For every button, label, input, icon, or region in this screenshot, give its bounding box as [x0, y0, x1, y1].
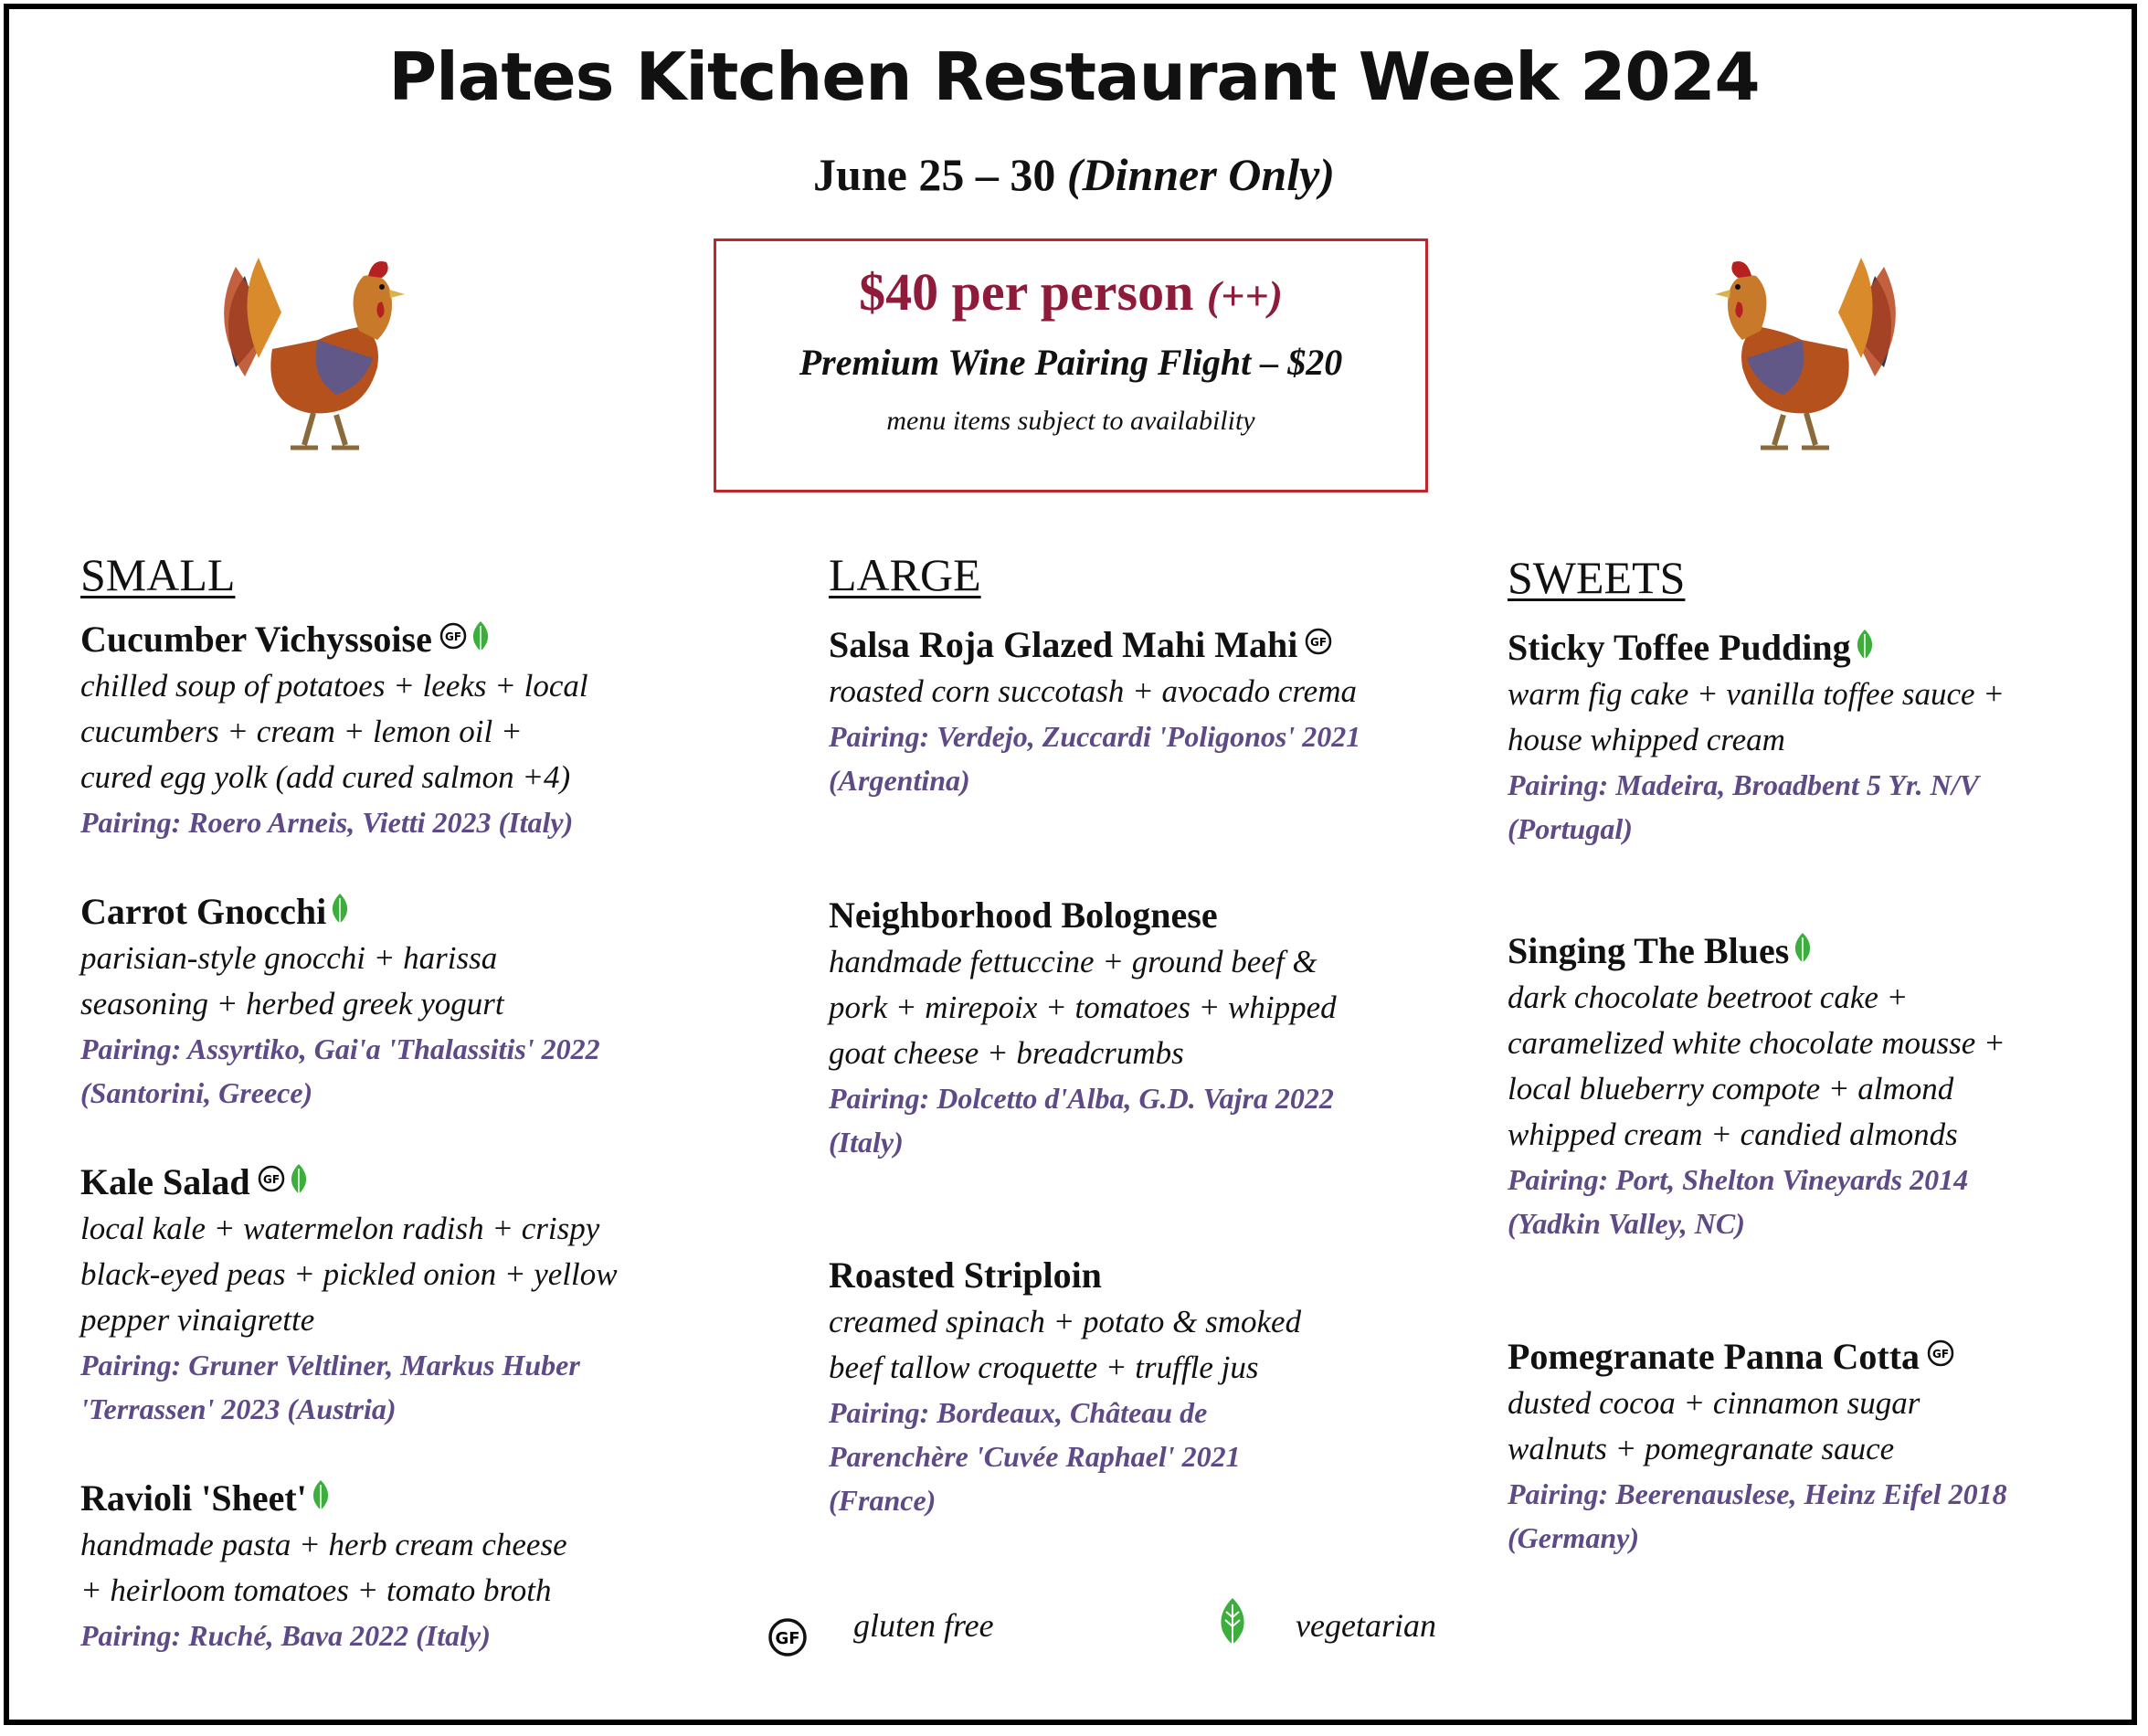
svg-text:GF: GF	[1310, 636, 1328, 649]
item-name-text: Pomegranate Panna Cotta	[1508, 1336, 1921, 1377]
item-description	[829, 939, 1468, 1076]
pairing-line: Pairing: Beerenauslese, Heinz Eifel 2018	[1508, 1477, 2007, 1510]
legend-gluten-free-icon	[767, 1617, 808, 1657]
item-description	[80, 1206, 720, 1343]
item-name-text: Kale Salad	[80, 1161, 250, 1202]
wine-flight: Premium Wine Pairing Flight – $20	[799, 342, 1343, 383]
desc-line: dark chocolate beetroot cake +	[1508, 979, 1909, 1015]
desc-line: beef tallow croquette + truffle jus	[829, 1350, 1259, 1385]
wine-pairing	[829, 1391, 1468, 1522]
pairing-line: 'Terrassen' 2023 (Austria)	[80, 1392, 397, 1425]
vegetarian-leaf-icon	[330, 893, 350, 924]
wine-pairing	[80, 800, 720, 844]
menu-item	[80, 888, 720, 1115]
item-name-text: Singing The Blues	[1508, 930, 1790, 971]
small-column	[80, 548, 720, 1701]
legend-vegetarian-label: vegetarian	[1296, 1607, 1436, 1644]
gluten-free-icon	[439, 622, 467, 650]
item-name	[829, 621, 1468, 669]
desc-line: roasted corn succotash + avocado crema	[829, 673, 1357, 709]
desc-line: cured egg yolk (add cured salmon +4)	[80, 759, 571, 795]
pairing-line: Pairing: Gruner Veltliner, Markus Huber	[80, 1349, 580, 1381]
menu-item	[80, 1475, 720, 1657]
item-name-text: Neighborhood Bolognese	[829, 894, 1218, 936]
svg-text:GF: GF	[775, 1629, 800, 1648]
item-name-text: Ravioli 'Sheet'	[80, 1477, 307, 1519]
item-name	[829, 892, 1468, 939]
item-name	[1508, 1333, 2147, 1381]
rooster-illustration-left	[208, 239, 418, 459]
desc-line: chilled soup of potatoes + leeks + local	[80, 668, 588, 704]
wine-pairing	[80, 1343, 720, 1431]
item-name	[1508, 624, 2147, 672]
vegetarian-leaf-icon	[1855, 629, 1875, 660]
item-description	[80, 1522, 720, 1614]
price-line	[716, 261, 1425, 323]
item-description	[80, 663, 720, 800]
pairing-line: Pairing: Verdejo, Zuccardi 'Poligonos' 2021	[829, 720, 1361, 753]
menu-item	[829, 621, 1468, 802]
desc-line: handmade fettuccine + ground beef &	[829, 944, 1317, 979]
pairing-line: (Germany)	[1508, 1521, 1639, 1554]
pairing-line: (Santorini, Greece)	[80, 1076, 313, 1109]
item-name-text: Cucumber Vichyssoise	[80, 619, 432, 660]
wine-pairing	[1508, 1472, 2147, 1560]
dinner-only-note: (Dinner Only)	[1066, 149, 1335, 200]
item-description	[1508, 1381, 2147, 1472]
desc-line: cucumbers + cream + lemon oil +	[80, 714, 523, 749]
page-title: Plates Kitchen Restaurant Week 2024	[388, 38, 1760, 115]
desc-line: house whipped cream	[1508, 722, 1785, 757]
pairing-line: Pairing: Port, Shelton Vineyards 2014	[1508, 1163, 1969, 1196]
menu-item	[80, 616, 720, 844]
rooster-illustration-right	[1701, 239, 1911, 459]
gluten-free-icon	[1927, 1339, 1954, 1367]
desc-line: warm fig cake + vanilla toffee sauce +	[1508, 676, 2005, 712]
item-name-text: Carrot Gnocchi	[80, 891, 327, 932]
item-name-text: Roasted Striploin	[829, 1254, 1102, 1296]
desc-line: dusted cocoa + cinnamon sugar	[1508, 1385, 1921, 1421]
item-description	[80, 936, 720, 1027]
large-column	[829, 548, 1468, 1566]
item-name	[80, 1475, 720, 1522]
menu-item	[1508, 927, 2147, 1245]
desc-line: local kale + watermelon radish + crispy	[80, 1211, 600, 1246]
pairing-line: Pairing: Madeira, Broadbent 5 Yr. N/V	[1508, 768, 1979, 801]
section-heading-large: LARGE	[829, 549, 981, 600]
svg-text:GF: GF	[1932, 1348, 1950, 1360]
item-name	[80, 616, 720, 663]
vegetarian-leaf-icon	[311, 1479, 331, 1510]
price-box	[714, 238, 1428, 492]
wine-pairing	[1508, 1158, 2147, 1245]
svg-text:GF: GF	[262, 1173, 280, 1186]
wine-pairing	[829, 1076, 1468, 1164]
svg-text:GF: GF	[444, 630, 461, 643]
item-name	[1508, 927, 2147, 975]
vegetarian-leaf-icon	[471, 620, 491, 651]
item-description	[1508, 672, 2147, 763]
gluten-free-icon	[1305, 628, 1332, 655]
gluten-free-icon	[258, 1165, 285, 1192]
item-description	[829, 669, 1468, 715]
desc-line: creamed spinach + potato & smoked	[829, 1304, 1302, 1339]
event-dates	[0, 148, 2148, 201]
item-name-text: Sticky Toffee Pudding	[1508, 627, 1851, 668]
desc-line: whipped cream + candied almonds	[1508, 1117, 1958, 1152]
menu-item	[1508, 1333, 2147, 1560]
pairing-line: Pairing: Ruché, Bava 2022 (Italy)	[80, 1619, 491, 1652]
desc-line: goat cheese + breadcrumbs	[829, 1035, 1184, 1071]
pairing-line: (Argentina)	[829, 764, 970, 797]
desc-line: seasoning + herbed greek yogurt	[80, 986, 504, 1021]
item-description	[1508, 975, 2147, 1158]
price-suffix: (++)	[1206, 272, 1283, 319]
date-range: June 25 – 30	[813, 149, 1056, 200]
vegetarian-leaf-icon	[289, 1163, 309, 1194]
item-name	[829, 1252, 1468, 1299]
wine-pairing	[80, 1027, 720, 1115]
pairing-line: (Portugal)	[1508, 812, 1633, 845]
sweets-column	[1508, 551, 2147, 1604]
legend-vegetarian-leaf-icon	[1217, 1597, 1248, 1645]
desc-line: + heirloom tomatoes + tomato broth	[80, 1572, 552, 1608]
pairing-line: Pairing: Assyrtiko, Gai'a 'Thalassitis' 2022	[80, 1032, 600, 1065]
pairing-line: Pairing: Roero Arneis, Vietti 2023 (Italy)	[80, 806, 574, 839]
desc-line: black-eyed peas + pickled onion + yellow	[80, 1256, 618, 1292]
pairing-line: (Yadkin Valley, NC)	[1508, 1207, 1745, 1240]
vegetarian-leaf-icon	[1793, 932, 1813, 963]
wine-pairing	[829, 715, 1468, 802]
desc-line: handmade pasta + herb cream cheese	[80, 1527, 567, 1562]
item-name	[80, 888, 720, 936]
pairing-line: Pairing: Dolcetto d'Alba, G.D. Vajra 2022	[829, 1082, 1334, 1115]
menu-item	[829, 892, 1468, 1164]
pairing-line: (Italy)	[829, 1126, 904, 1159]
availability-note: menu items subject to availability	[886, 406, 1255, 436]
desc-line: local blueberry compote + almond	[1508, 1071, 1954, 1106]
wine-pairing	[1508, 763, 2147, 851]
pairing-line: Pairing: Bordeaux, Château de	[829, 1396, 1208, 1429]
price: $40 per person	[859, 262, 1194, 322]
item-description	[829, 1299, 1468, 1391]
section-heading-small: SMALL	[80, 549, 236, 600]
menu-item	[80, 1159, 720, 1431]
menu-item	[1508, 624, 2147, 851]
pairing-line: Parenchère 'Cuvée Raphael' 2021	[829, 1440, 1241, 1473]
menu-item	[829, 1252, 1468, 1522]
desc-line: caramelized white chocolate mousse +	[1508, 1025, 2005, 1061]
desc-line: pepper vinaigrette	[80, 1302, 315, 1338]
desc-line: pork + mirepoix + tomatoes + whipped	[829, 990, 1337, 1025]
pairing-line: (France)	[829, 1484, 936, 1517]
section-heading-sweets: SWEETS	[1508, 552, 1686, 603]
desc-line: parisian-style gnocchi + harissa	[80, 940, 498, 976]
legend-gluten-free-label: gluten free	[853, 1607, 994, 1644]
wine-pairing	[80, 1614, 720, 1657]
item-name-text: Salsa Roja Glazed Mahi Mahi	[829, 624, 1298, 665]
desc-line: walnuts + pomegranate sauce	[1508, 1431, 1895, 1466]
item-name	[80, 1159, 720, 1206]
